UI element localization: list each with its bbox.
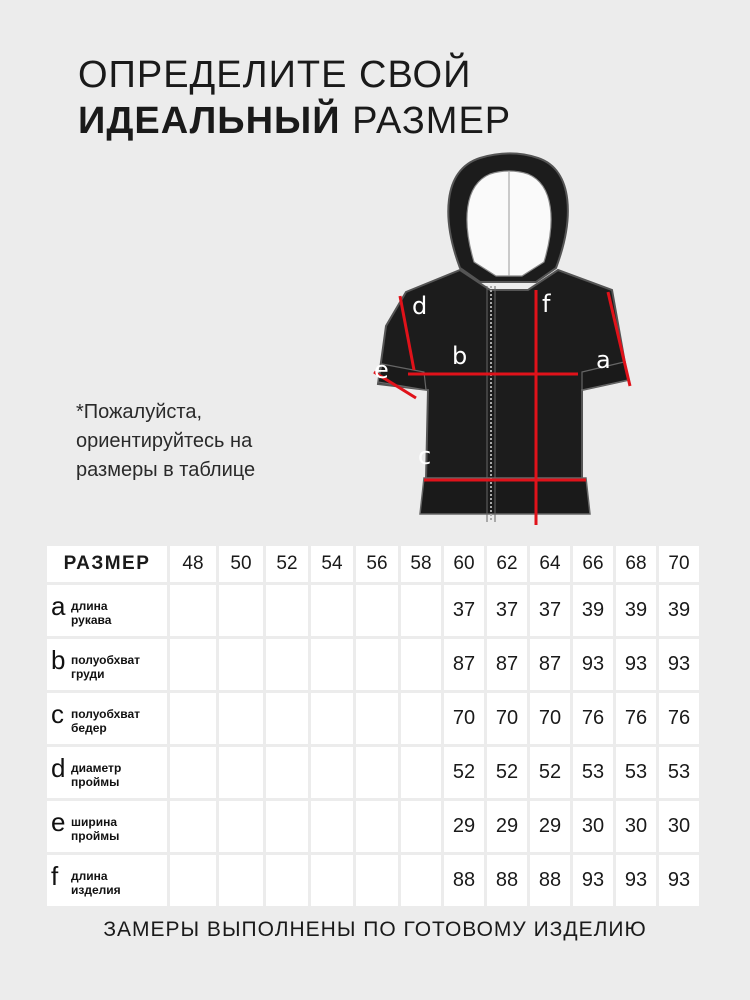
table-cell: 53	[573, 747, 613, 798]
table-cell: 29	[444, 801, 484, 852]
size-column-header: 64	[530, 546, 570, 582]
measure-label-e: e	[374, 356, 389, 384]
table-cell	[170, 693, 216, 744]
table-cell	[170, 855, 216, 906]
table-cell	[170, 747, 216, 798]
row-label	[47, 639, 167, 690]
row-description	[71, 707, 140, 735]
table-cell: 52	[487, 747, 527, 798]
table-cell	[401, 639, 441, 690]
row-description	[71, 869, 121, 897]
title-rest: РАЗМЕР	[340, 100, 512, 142]
hoodie-diagram	[360, 150, 650, 535]
row-description	[71, 599, 111, 627]
footer-note: ЗАМЕРЫ ВЫПОЛНЕНЫ ПО ГОТОВОМУ ИЗДЕЛИЮ	[103, 918, 647, 941]
table-cell	[266, 585, 308, 636]
table-cell: 29	[487, 801, 527, 852]
title-line-1: ОПРЕДЕЛИТЕ СВОЙ	[78, 54, 472, 96]
table-cell	[401, 801, 441, 852]
table-row	[47, 693, 699, 744]
table-row	[47, 801, 699, 852]
table-cell: 93	[573, 855, 613, 906]
table-cell	[401, 747, 441, 798]
table-cell: 30	[616, 801, 656, 852]
row-letter: e	[51, 807, 66, 837]
size-column-header: 58	[401, 546, 441, 582]
table-cell: 93	[616, 639, 656, 690]
row-label	[47, 747, 167, 798]
table-cell	[266, 855, 308, 906]
row-description	[71, 815, 119, 843]
row-description-line1: ширина	[71, 815, 118, 829]
header-size-label: РАЗМЕР	[47, 546, 167, 582]
row-label	[47, 585, 167, 636]
table-cell: 88	[530, 855, 570, 906]
size-column-header: 56	[356, 546, 398, 582]
row-description	[71, 761, 121, 789]
measure-label-b: b	[452, 342, 468, 370]
row-description-line2: бедер	[71, 721, 107, 735]
row-letter: a	[51, 591, 66, 621]
table-row	[47, 639, 699, 690]
table-cell: 30	[573, 801, 613, 852]
table-cell	[266, 639, 308, 690]
row-letter: b	[51, 645, 66, 675]
table-cell: 93	[573, 639, 613, 690]
row-label	[47, 693, 167, 744]
measure-label-a: a	[596, 346, 611, 374]
size-column-header: 66	[573, 546, 613, 582]
table-cell	[311, 639, 353, 690]
table-cell	[311, 693, 353, 744]
size-column-header: 60	[444, 546, 484, 582]
table-cell: 53	[616, 747, 656, 798]
table-cell	[170, 639, 216, 690]
table-cell	[219, 855, 263, 906]
row-description	[71, 653, 140, 681]
table-cell: 87	[530, 639, 570, 690]
table-cell	[219, 639, 263, 690]
title-line-2	[78, 98, 511, 144]
row-description-line2: груди	[71, 667, 105, 681]
table-cell: 76	[659, 693, 699, 744]
row-description-line1: диаметр	[71, 761, 122, 775]
table-cell: 88	[444, 855, 484, 906]
table-cell: 52	[530, 747, 570, 798]
table-cell	[401, 693, 441, 744]
measure-label-f: f	[542, 290, 551, 318]
table-cell	[401, 855, 441, 906]
row-description-line2: изделия	[71, 883, 121, 897]
row-letter: c	[51, 699, 64, 729]
table-cell	[266, 747, 308, 798]
size-column-header: 62	[487, 546, 527, 582]
table-cell: 37	[444, 585, 484, 636]
row-letter: f	[51, 861, 59, 891]
table-cell: 37	[530, 585, 570, 636]
table-cell	[356, 693, 398, 744]
row-description-line2: проймы	[71, 775, 120, 789]
table-cell: 29	[530, 801, 570, 852]
hem-band	[420, 478, 590, 514]
table-row	[47, 747, 699, 798]
table-cell: 87	[444, 639, 484, 690]
table-cell	[311, 585, 353, 636]
row-description-line1: полуобхват	[71, 707, 141, 721]
row-description-line1: длина	[71, 869, 108, 883]
table-cell: 39	[659, 585, 699, 636]
table-cell	[356, 747, 398, 798]
size-column-header: 50	[219, 546, 263, 582]
table-cell	[311, 801, 353, 852]
table-cell	[170, 585, 216, 636]
size-note: *Пожалуйста, ориентируйтесь на размеры в таблице	[76, 401, 256, 481]
table-cell: 39	[616, 585, 656, 636]
table-cell: 53	[659, 747, 699, 798]
table-cell	[356, 585, 398, 636]
page-title	[78, 52, 511, 144]
size-column-header: 68	[616, 546, 656, 582]
table-cell	[219, 693, 263, 744]
table-cell: 93	[659, 855, 699, 906]
table-cell: 39	[573, 585, 613, 636]
table-cell: 30	[659, 801, 699, 852]
table-cell: 76	[573, 693, 613, 744]
table-row	[47, 855, 699, 906]
table-cell: 76	[616, 693, 656, 744]
table-cell: 70	[487, 693, 527, 744]
size-table	[44, 543, 702, 909]
table-cell: 88	[487, 855, 527, 906]
table-cell: 93	[659, 639, 699, 690]
table-cell	[219, 801, 263, 852]
table-cell: 70	[530, 693, 570, 744]
table-header-row	[47, 546, 699, 582]
table-cell	[311, 747, 353, 798]
table-cell: 93	[616, 855, 656, 906]
size-column-header: 48	[170, 546, 216, 582]
row-description-line2: проймы	[71, 829, 120, 843]
row-description-line1: полуобхват	[71, 653, 141, 667]
table-cell	[266, 693, 308, 744]
table-cell	[170, 801, 216, 852]
table-cell: 70	[444, 693, 484, 744]
measure-label-d: d	[412, 292, 428, 320]
size-column-header: 54	[311, 546, 353, 582]
size-column-header: 52	[266, 546, 308, 582]
table-row	[47, 585, 699, 636]
row-description-line1: длина	[71, 599, 108, 613]
table-cell	[401, 585, 441, 636]
table-cell: 52	[444, 747, 484, 798]
table-cell	[356, 639, 398, 690]
row-label	[47, 855, 167, 906]
table-cell	[356, 801, 398, 852]
table-cell	[311, 855, 353, 906]
table-cell: 37	[487, 585, 527, 636]
table-cell	[356, 855, 398, 906]
hoodie-illustration	[360, 150, 650, 535]
table-cell: 87	[487, 639, 527, 690]
table-cell	[219, 585, 263, 636]
size-column-header: 70	[659, 546, 699, 582]
table-cell	[219, 747, 263, 798]
table-cell	[266, 801, 308, 852]
row-description-line2: рукава	[71, 613, 112, 627]
row-label	[47, 801, 167, 852]
measure-label-c: c	[418, 442, 432, 470]
title-bold-word: ИДЕАЛЬНЫЙ	[78, 100, 341, 142]
row-letter: d	[51, 753, 66, 783]
